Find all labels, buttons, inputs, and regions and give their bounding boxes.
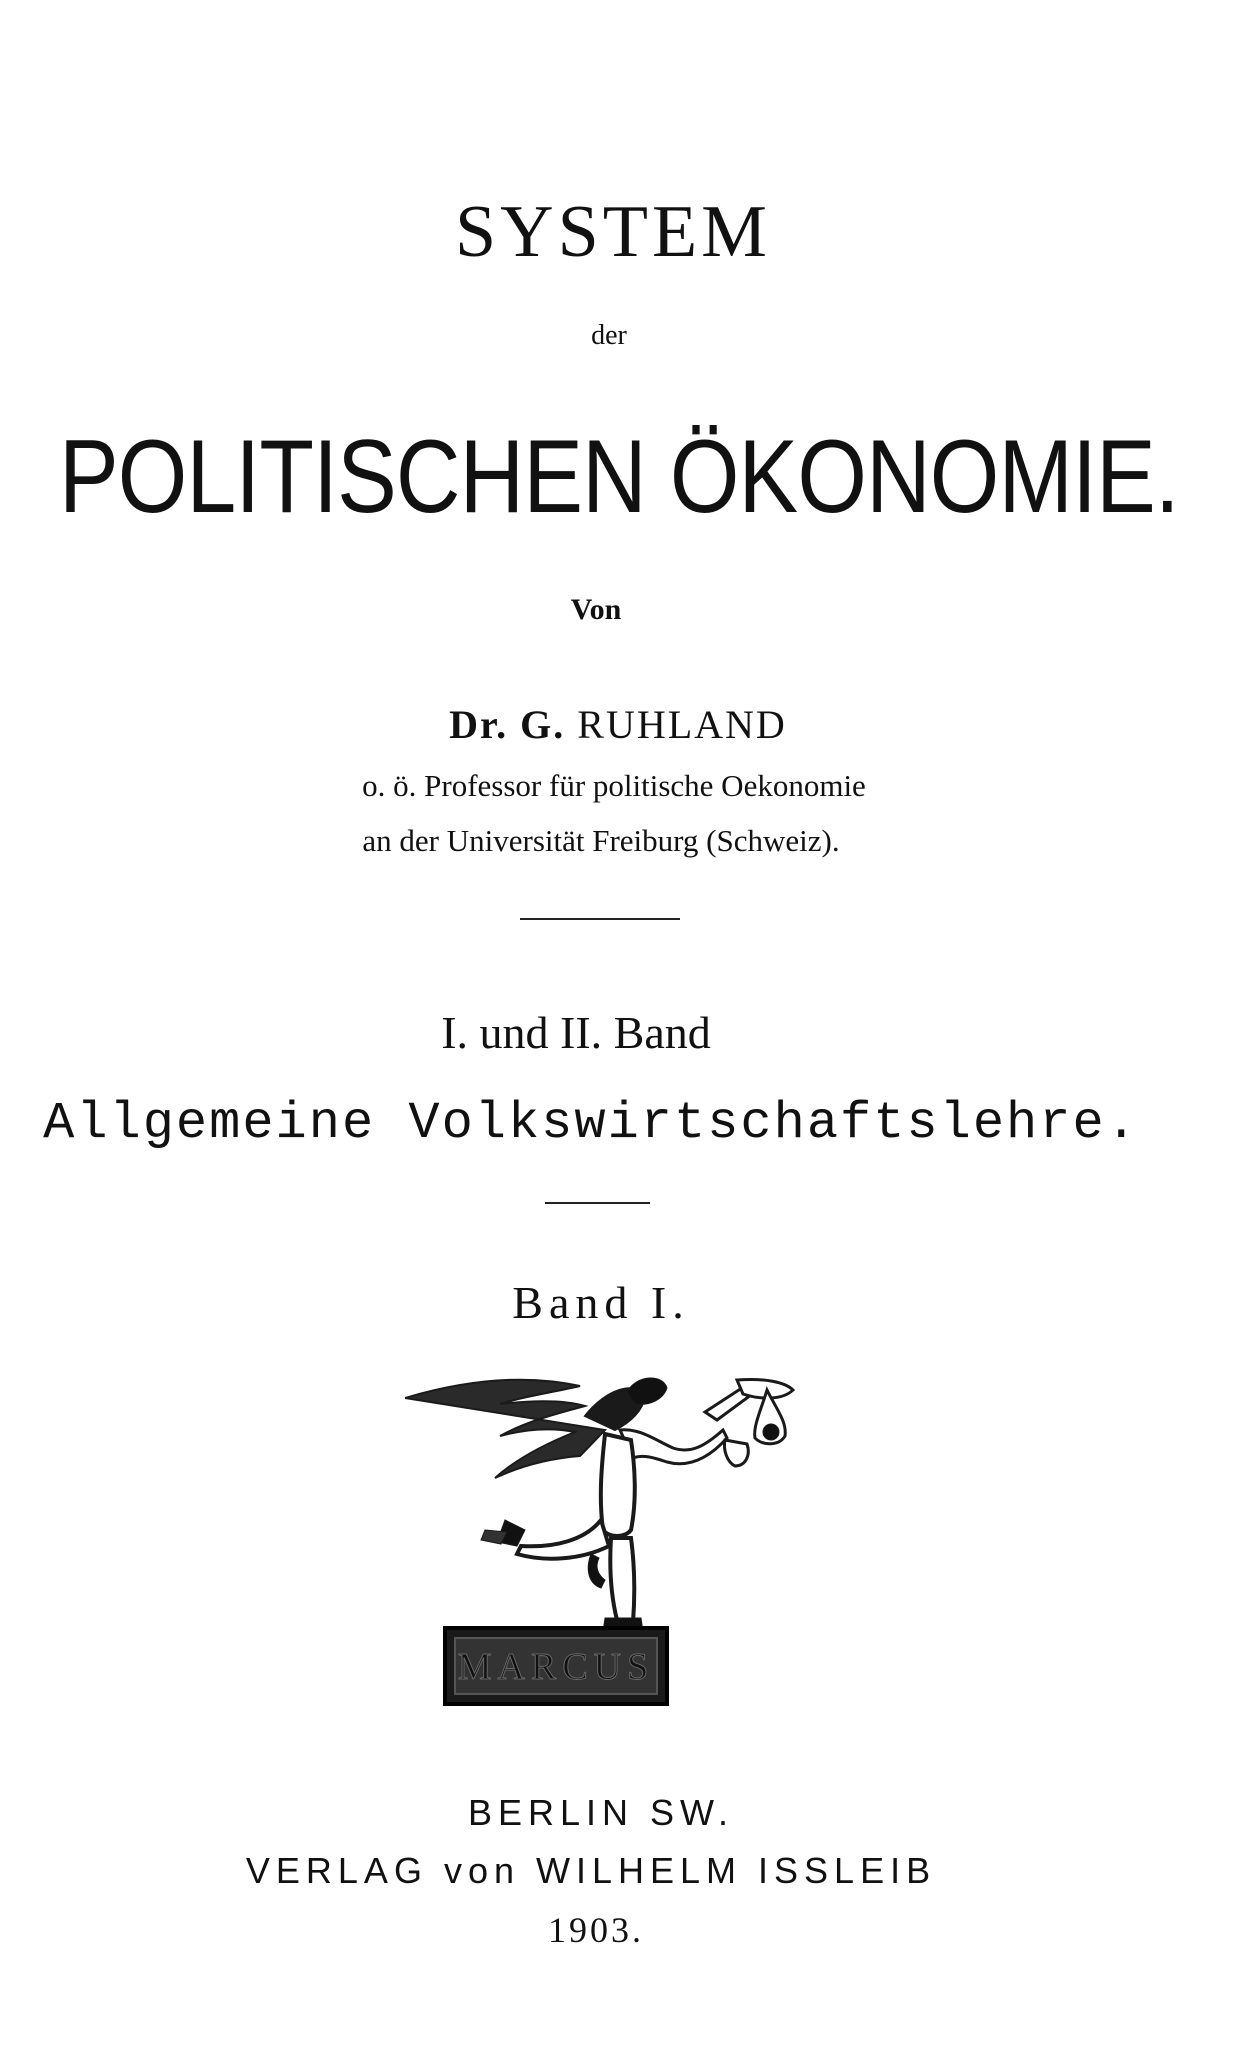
winged-figure-on-pedestal-icon (405, 1370, 805, 1710)
publisher-name: VERLAG von WILHELM ISSLEIB (245, 1850, 937, 1891)
title-line-main: POLITISCHEN ÖKONOMIE. (58, 419, 1179, 535)
affiliation-line-1: o. ö. Professor für politische Oekonomie (362, 768, 866, 803)
by-label: Von (570, 593, 622, 626)
publication-year: 1903. (548, 1910, 644, 1950)
title-line-system: SYSTEM (455, 191, 771, 273)
author-name: RUHLAND (577, 702, 787, 747)
affiliation-line-2: an der Universität Freiburg (Schweiz). (362, 823, 840, 858)
volume-label: Band I. (512, 1277, 690, 1328)
subtitle: Allgemeine Volkswirtschaftslehre. (43, 1094, 1139, 1153)
publisher-city: BERLIN SW. (467, 1792, 735, 1833)
divider-rule (545, 1202, 650, 1204)
author-prefix: Dr. G. (449, 702, 566, 747)
author (0, 702, 1239, 747)
divider-rule (520, 918, 680, 920)
volumes-label: I. und II. Band (441, 1007, 711, 1058)
pedestal-text: MARCUS (457, 1646, 655, 1688)
title-line-der: der (591, 320, 627, 351)
